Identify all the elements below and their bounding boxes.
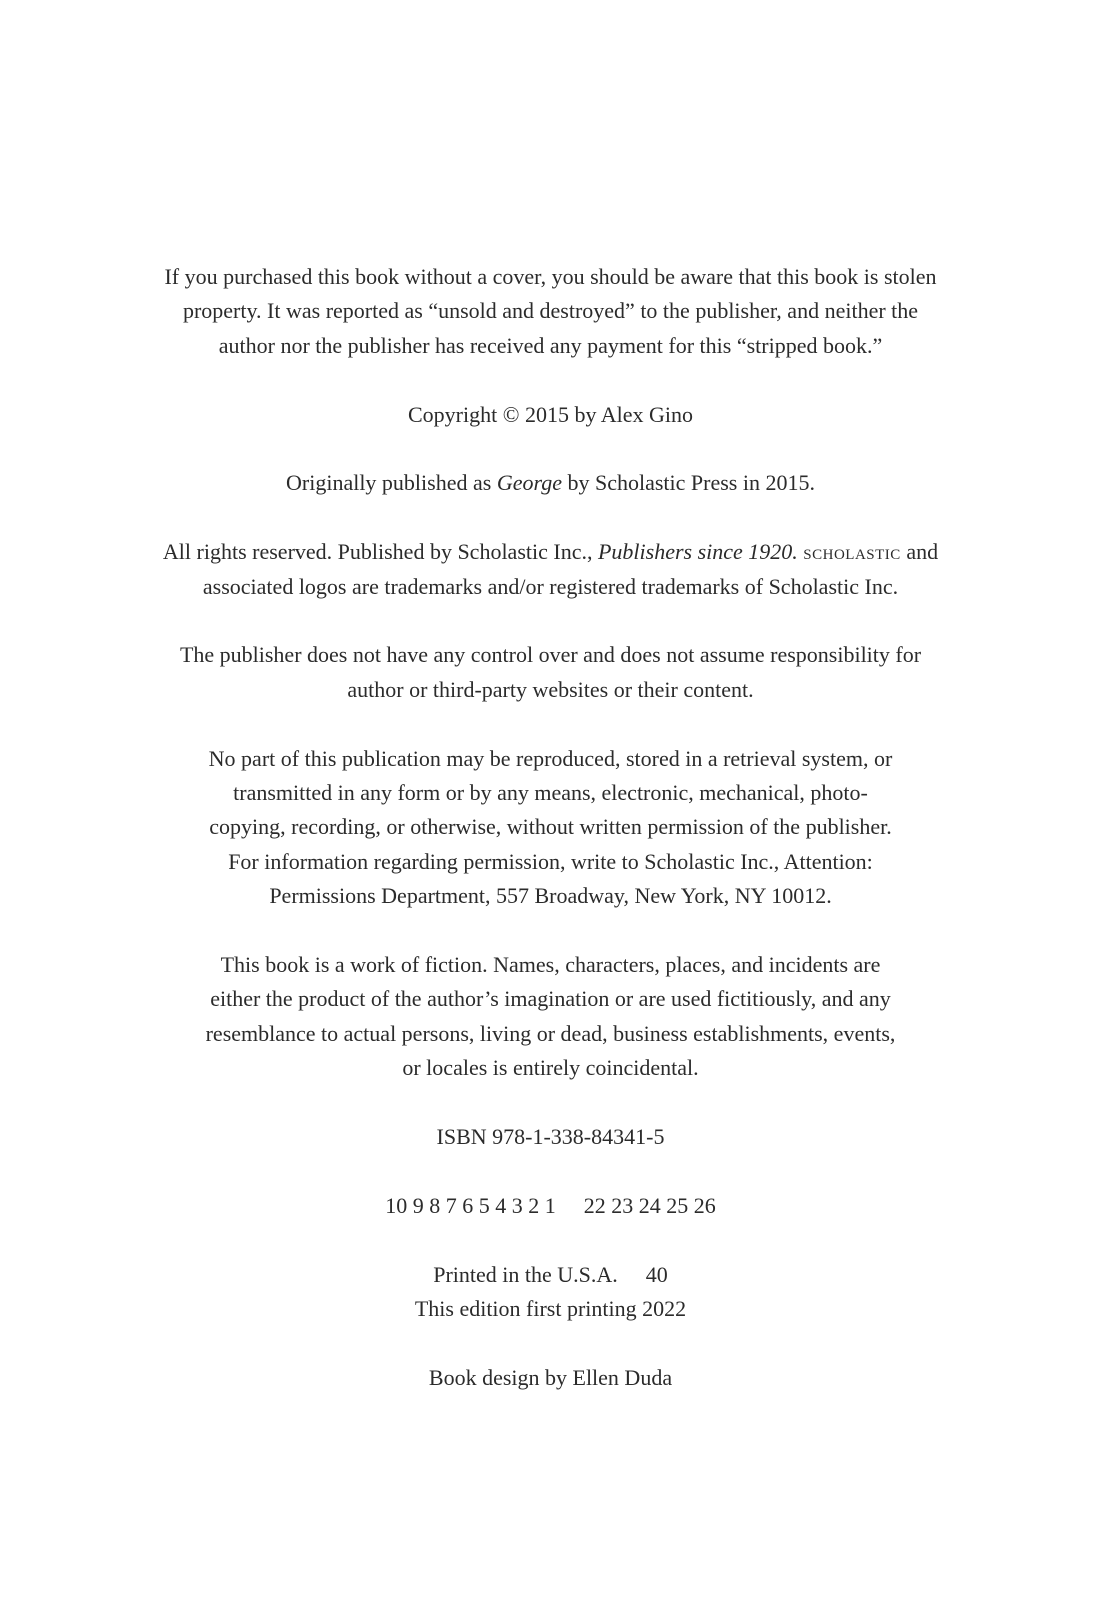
printing-line (0, 1189, 1101, 1223)
isbn: ISBN 978-1-338-84341-5 (436, 1124, 665, 1150)
disclaimer-line: The publisher does not have any control over and does not assume responsibility for (179, 642, 922, 668)
rights-line-2: associated logos are trademarks and/or registered trademarks of Scholastic Inc. (202, 573, 899, 599)
fiction-line: resemblance to actual persons, living or dead, business establishments, events, (205, 1020, 896, 1046)
design-credit: Book design by Ellen Duda (428, 1364, 673, 1390)
rights-statement (0, 535, 1101, 604)
disclaimer-line: author or third-party websites or their content. (347, 676, 754, 702)
fiction-disclaimer (0, 948, 1101, 1086)
reproduction-line: No part of this publication may be reproduced, stored in a retrieval system, or (208, 745, 893, 771)
printing-years: 22 23 24 25 26 (583, 1192, 716, 1218)
stolen-book-notice (0, 260, 1101, 363)
reproduction-line: For information regarding permission, write to Scholastic Inc., Attention: (228, 848, 873, 874)
notice-line: If you purchased this book without a cover, you should be aware that this book is stolen (164, 264, 937, 289)
publisher-tagline: Publishers since 1920. (597, 539, 798, 565)
original-publication-after: by Scholastic Press in 2015. (561, 470, 815, 496)
fiction-line: or locales is entirely coincidental. (402, 1055, 699, 1081)
fiction-line: either the product of the author’s imagination or are used fictitiously, and any (210, 986, 891, 1012)
printer-code: 40 (645, 1261, 668, 1287)
printed-country: Printed in the U.S.A. (433, 1261, 618, 1287)
rights-line-1 (0, 535, 1101, 569)
copyright-line: Copyright © 2015 by Alex Gino (408, 401, 693, 427)
printing-info (0, 1258, 1101, 1327)
edition-printing: This edition first printing 2022 (414, 1296, 687, 1322)
rights-text: All rights reserved. Published by Scholastic Inc., (162, 539, 598, 565)
copyright-page (0, 260, 1101, 1430)
reproduction-line: transmitted in any form or by any means, electronic, mechanical, photo- (233, 780, 868, 806)
reproduction-line: Permissions Department, 557 Broadway, New York, NY 10012. (269, 883, 832, 909)
printed-in-line (0, 1258, 1101, 1292)
original-publication-before: Originally published as (286, 470, 497, 496)
scholastic-trademark: scholastic (803, 539, 901, 565)
original-title: George (496, 470, 562, 496)
notice-line: author nor the publisher has received any payment for this “stripped book.” (218, 332, 883, 358)
original-publication (0, 466, 1101, 500)
reproduction-notice (0, 742, 1101, 914)
fiction-line: This book is a work of fiction. Names, characters, places, and incidents are (220, 952, 881, 978)
notice-line: property. It was reported as “unsold and destroyed” to the publisher, and neither the (182, 298, 919, 324)
impression-numbers: 10 9 8 7 6 5 4 3 2 1 (385, 1192, 556, 1218)
rights-text-end: and (900, 539, 939, 565)
reproduction-line: copying, recording, or otherwise, without written permission of the publisher. (209, 814, 892, 840)
third-party-disclaimer (0, 638, 1101, 707)
